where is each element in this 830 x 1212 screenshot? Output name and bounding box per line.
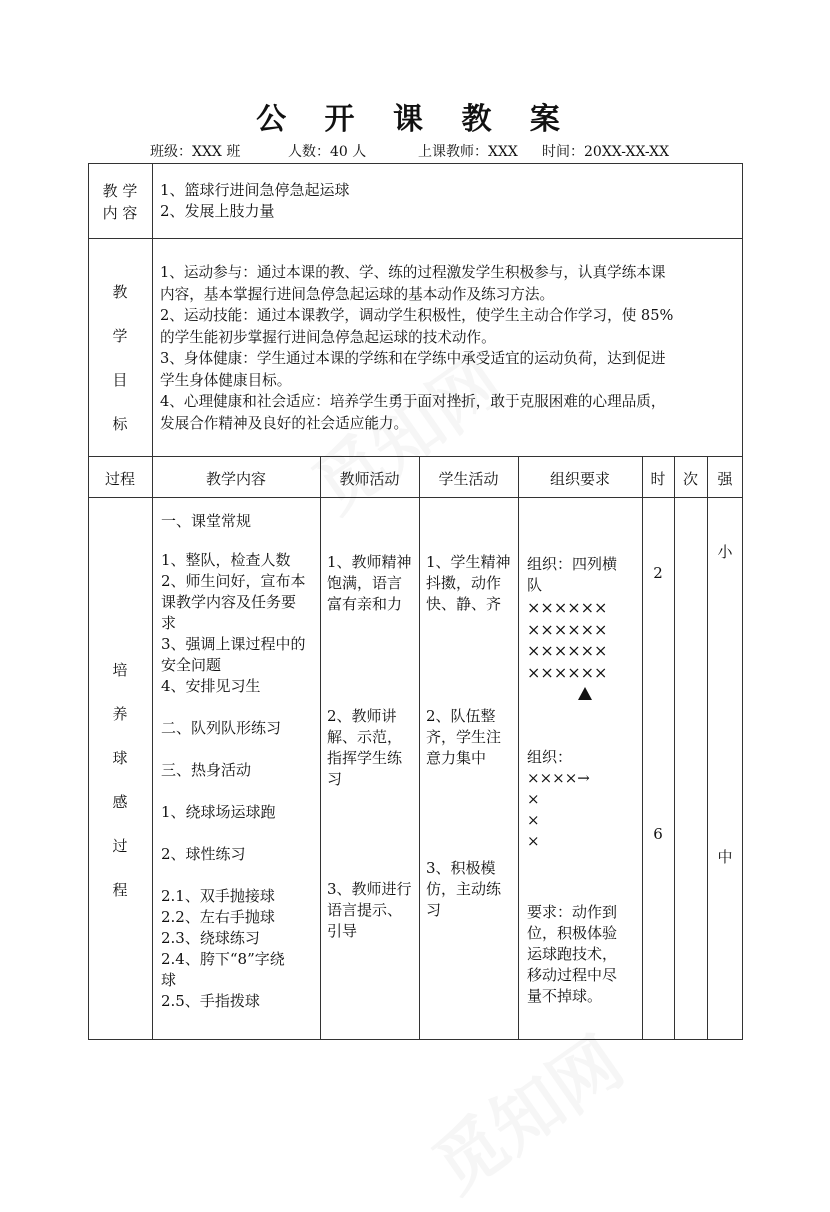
org-line: 量不掉球。 [527, 987, 603, 1005]
goal-line: 的学生能初步掌握行进间急停急起运球的技术动作。 [160, 328, 496, 346]
teaching-line [161, 823, 319, 844]
goal-line: 1、运动参与：通过本课的教、学、练的过程激发学生积极参与，认真学练本课 [160, 264, 666, 281]
teacher-act-line: 指挥学生练 [327, 749, 403, 767]
col-divider [419, 456, 420, 1040]
col-divider [152, 163, 153, 1040]
goal-line: 内容，基本掌握行进间急停急起运球的基本动作及练习方法。 [160, 285, 555, 303]
content-label-line: 教 学 [102, 182, 138, 200]
teaching-line [161, 865, 319, 886]
col-divider [642, 456, 643, 1040]
teacher-act-line: 解、示范， [327, 728, 403, 746]
teaching-line: 1、整队，检查人数 [161, 551, 291, 569]
student-activity-a [426, 552, 518, 615]
goals-label-char: 标 [112, 415, 128, 433]
teacher-act-line: 语言提示、 [327, 901, 403, 919]
student-act-line: 抖擞，动作 [426, 574, 502, 592]
org-line: 要求：动作到 [527, 903, 618, 921]
teacher-activity-a [327, 552, 419, 615]
teacher-act-line: 饱满，语言 [327, 574, 403, 592]
meta-time: 时间：20XX-XX-XX [542, 144, 670, 160]
process-label-char: 感 [112, 793, 128, 811]
teacher-act-line: 富有亲和力 [327, 595, 403, 613]
org-section-c [527, 902, 641, 1007]
formation-grid [527, 597, 641, 683]
teaching-line: 2、球性练习 [161, 845, 246, 863]
teaching-content [161, 511, 319, 1012]
process-label [88, 648, 152, 912]
student-act-line: 3、积极模 [426, 859, 496, 877]
teacher-act-line: 3、教师进行 [327, 880, 412, 898]
teacher-act-line: 引导 [327, 922, 358, 940]
row-divider [88, 497, 743, 498]
org-line: 队 [527, 576, 543, 594]
process-label-char: 球 [112, 749, 128, 767]
content-label-line: 内 容 [102, 204, 138, 222]
goal-line: 4、心理健康和社会适应：培养学生勇于面对挫折，敢于克服困难的心理品质， [160, 393, 666, 410]
teacher-act-line: 2、教师讲 [327, 707, 397, 725]
process-label-char: 培 [112, 661, 128, 679]
goal-line: 2、运动技能：通过本课教学，调动学生积极性，使学生主动合作学习，使 85% [160, 307, 674, 324]
header-student-activity: 学生活动 [438, 470, 499, 488]
meta-line [150, 142, 750, 162]
header-teacher-activity: 教师活动 [339, 470, 400, 488]
goals-label [92, 270, 148, 446]
teaching-line: 一、课堂常规 [161, 512, 252, 530]
time-value-2: 6 [653, 825, 663, 843]
goal-line: 3、身体健康：学生通过本课的学练和在学练中承受适宜的运动负荷，达到促进 [160, 350, 666, 367]
formation-row: ×××××× [527, 662, 608, 682]
process-label-char: 程 [112, 881, 128, 899]
formation-row: ×××××× [527, 619, 608, 639]
student-act-line: 1、学生精神 [426, 553, 511, 571]
meta-teacher: 上课教师：XXX [418, 144, 518, 160]
goal-line: 学生身体健康目标。 [160, 371, 292, 389]
teaching-line: 2.4、胯下“8”字绕 [161, 950, 285, 968]
process-label-char: 过 [112, 837, 128, 855]
org-section-a [527, 554, 641, 596]
header-organization: 组织要求 [549, 470, 610, 488]
header-count: 次 [682, 470, 698, 488]
header-intensity: 强 [717, 470, 733, 488]
meta-class: 班级：XXX 班 [150, 144, 241, 160]
org-line: × [527, 790, 540, 808]
col-divider [518, 456, 519, 1040]
teacher-act-line: 习 [327, 770, 343, 788]
teaching-line: 球 [161, 971, 177, 989]
teaching-line: 2.5、手指拨球 [161, 992, 260, 1010]
teaching-line: 3、强调上课过程中的 [161, 635, 306, 653]
student-act-line: 习 [426, 901, 442, 919]
process-label-char: 养 [112, 705, 128, 723]
header-time: 时 [650, 470, 666, 488]
teaching-line: 2.3、绕球练习 [161, 929, 260, 947]
org-line: 运球跑技术， [527, 945, 618, 963]
student-activity-b [426, 706, 518, 769]
goals-label-char: 教 [112, 283, 128, 301]
formation-row: ×××××× [527, 598, 608, 617]
content-text [160, 180, 735, 222]
row-divider [88, 238, 743, 239]
teacher-act-line: 1、教师精神 [327, 553, 412, 571]
header-process: 过程 [104, 470, 135, 488]
goals-text [160, 262, 740, 434]
teaching-line: 4、安排见习生 [161, 677, 261, 695]
student-act-line: 2、队伍整 [426, 707, 496, 725]
col-divider [320, 456, 321, 1040]
goals-label-char: 目 [112, 371, 128, 389]
time-value-1: 2 [653, 564, 663, 582]
goals-label-char: 学 [112, 327, 128, 345]
row-divider [88, 456, 743, 457]
intensity-value-2: 中 [717, 848, 733, 866]
teaching-line: 求 [161, 614, 177, 632]
teaching-line: 2、师生问好，宣布本 [161, 572, 306, 590]
teaching-line: 2.1、双手抛接球 [161, 887, 275, 905]
student-act-line: 快、静、齐 [426, 595, 502, 613]
org-line: ××××→ [527, 769, 590, 787]
student-activity-c [426, 858, 518, 921]
teaching-line [161, 697, 319, 718]
teacher-activity-b [327, 706, 419, 790]
teaching-line [161, 739, 319, 760]
meta-count: 人数：40 人 [288, 144, 367, 160]
teaching-line: 三、热身活动 [161, 761, 252, 779]
org-line: × [527, 811, 540, 829]
page-title: 公 开 课 教 案 [256, 102, 574, 137]
content-line: 2、发展上肢力量 [160, 202, 275, 220]
goal-line: 发展合作精神及良好的社会适应能力。 [160, 414, 409, 432]
org-line: × [527, 832, 540, 850]
teaching-line [161, 781, 319, 802]
teaching-line: 2.2、左右手抛球 [161, 908, 275, 926]
content-line: 1、篮球行进间急停急起运球 [160, 181, 350, 199]
teaching-line: 1、绕球场运球跑 [161, 803, 276, 821]
org-line: 移动过程中尽 [527, 966, 618, 984]
teacher-triangle-icon [578, 685, 592, 704]
student-act-line: 齐，学生注 [426, 728, 502, 746]
header-teaching-content: 教学内容 [205, 470, 266, 488]
col-divider [674, 456, 675, 1040]
teaching-line: 课教学内容及任务要 [161, 593, 297, 611]
teaching-line [161, 532, 319, 550]
formation-row: ×××××× [527, 641, 608, 660]
student-act-line: 意力集中 [426, 749, 487, 767]
teaching-line: 安全问题 [161, 656, 222, 674]
content-label [92, 180, 148, 224]
org-line: 位，积极体验 [527, 924, 618, 942]
teaching-line: 二、队列队形练习 [161, 719, 282, 737]
student-act-line: 仿，主动练 [426, 880, 502, 898]
org-section-b [527, 747, 641, 852]
org-line: 组织：四列横 [527, 555, 618, 573]
intensity-value-1: 小 [717, 543, 733, 561]
org-line: 组织： [527, 748, 573, 766]
teacher-activity-c [327, 879, 419, 942]
